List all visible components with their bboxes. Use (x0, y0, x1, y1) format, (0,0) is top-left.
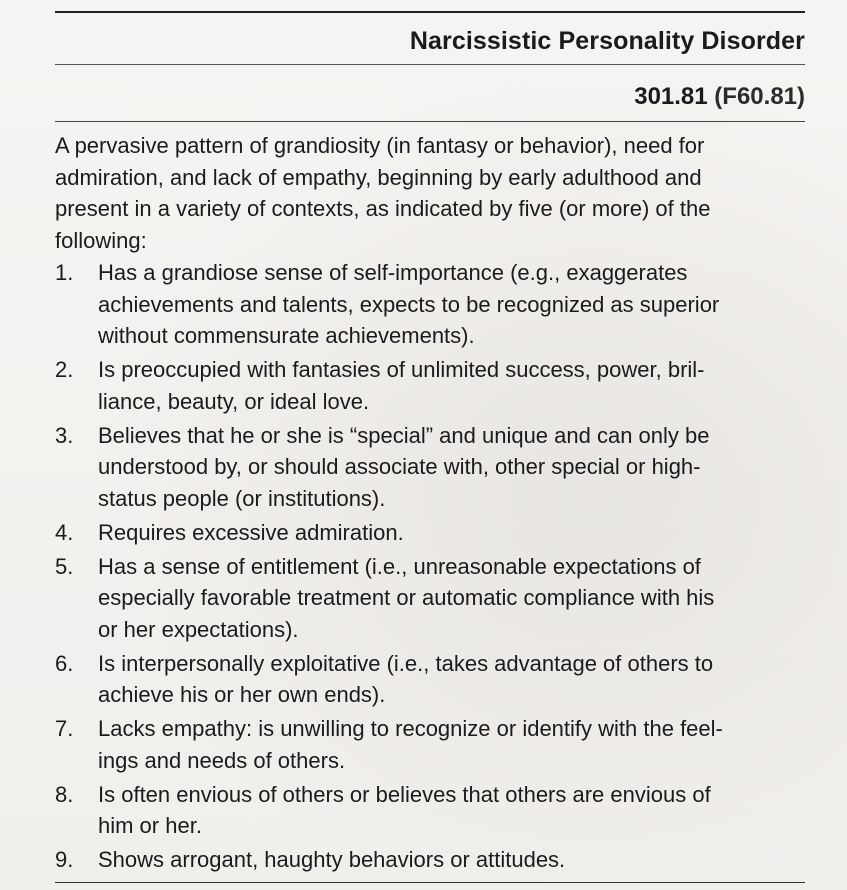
criterion-number: 2. (55, 357, 74, 382)
criterion-text-line: Is often envious of others or believes that others are envious of (98, 781, 711, 807)
intro-line: A pervasive pattern of grandiosity (in fantasy or behavior), need for (55, 133, 705, 158)
criterion-number: 4. (55, 519, 74, 545)
criterion-3 (55, 420, 807, 515)
intro-line: present in a variety of contexts, as indicated by five (or more) of the (55, 196, 711, 221)
criterion-1 (55, 257, 807, 352)
criterion-text-line: Lacks empathy: is unwilling to recognize or identify with the feel- (98, 716, 723, 741)
criterion-text-line: especially favorable treatment or automatic compliance with his (98, 585, 715, 610)
criterion-4 (55, 517, 807, 549)
intro-line: admiration, and lack of empathy, beginning by early adulthood and (55, 164, 702, 190)
criterion-text-line: understood by, or should associate with, other special or high- (98, 454, 701, 479)
top-rule (55, 11, 805, 13)
dsm-code: 301.81 (634, 83, 708, 110)
criterion-9 (55, 844, 807, 876)
criterion-number: 8. (55, 781, 74, 807)
criterion-text-line: liance, beauty, or ideal love. (98, 388, 370, 414)
criterion-text-line: ings and needs of others. (98, 747, 346, 773)
code-divider (55, 121, 805, 122)
criterion-8 (55, 779, 807, 842)
criterion-5 (55, 551, 807, 646)
criterion-number: 7. (55, 716, 74, 741)
criterion-text-line: achievements and talents, expects to be recognized as superior (98, 291, 720, 317)
criterion-text-line: Believes that he or she is “special” and unique and can only be (98, 422, 710, 448)
criterion-text-line: achieve his or her own ends). (98, 682, 386, 707)
criterion-text-line: or her expectations). (98, 616, 299, 642)
criterion-text-line: him or her. (98, 813, 202, 838)
title-divider (55, 64, 805, 65)
criterion-text-line: Requires excessive admiration. (98, 519, 404, 545)
criterion-text-line: Has a sense of entitlement (i.e., unreasonable expectations of (98, 553, 701, 579)
criterion-number: 5. (55, 553, 74, 579)
criterion-text-line: Is interpersonally exploitative (i.e., takes advantage of others to (98, 650, 714, 676)
criterion-text-line: Is preoccupied with fantasies of unlimited success, power, bril- (98, 357, 705, 382)
intro-line: following: (55, 227, 147, 253)
criteria-list (55, 257, 807, 878)
criterion-text-line: without commensurate achievements). (98, 323, 475, 348)
criterion-number: 1. (55, 260, 74, 285)
criterion-text-line: status people (or institutions). (98, 485, 386, 511)
diagnostic-code (634, 83, 805, 111)
criterion-number: 9. (55, 847, 74, 872)
criterion-2 (55, 354, 807, 417)
disorder-title: Narcissistic Personality Disorder (409, 27, 805, 55)
criterion-7 (55, 713, 807, 776)
criterion-number: 3. (55, 422, 74, 448)
intro-paragraph (55, 130, 807, 256)
criterion-6 (55, 648, 807, 711)
criterion-text-line: Has a grandiose sense of self-importance (e.g., exaggerates (98, 260, 688, 285)
bottom-rule (55, 882, 805, 883)
icd-code: (F60.81) (714, 83, 805, 110)
criterion-text-line: Shows arrogant, haughty behaviors or attitudes. (98, 847, 566, 872)
criterion-number: 6. (55, 650, 74, 676)
